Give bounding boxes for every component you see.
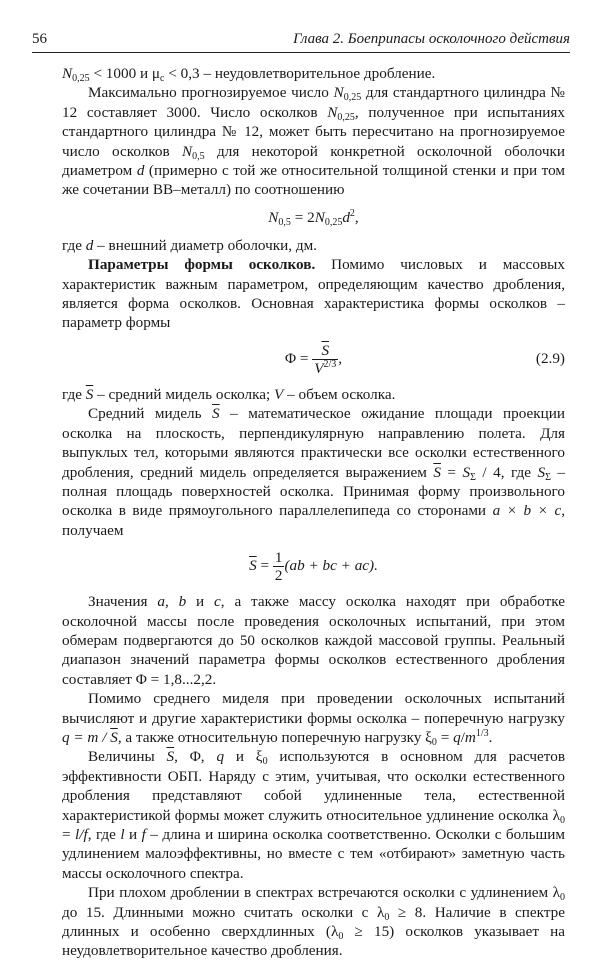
equation-number: (2.9) — [535, 349, 565, 367]
formula-s-mean: $\overline{S}$ = $\frac{1}{2}$ (ab + bc + ac). — [249, 549, 378, 585]
header-rule — [32, 52, 570, 53]
paragraph-d-def: где d – внешний диаметр оболочки, дм. — [62, 236, 317, 254]
paragraph-bad-fragmentation: При плохом дроблении в спектрах встречаются осколки с удлинением $\lambda_0$ до 15. Длинными можно считать осколки с $\lambda_0 \ge 8$. Наличие в спектре длинных и особенно сверхдлинных $(\lambda_0 \ge 15)$ осколков указывает на неудовлетворительное качество дробления. — [62, 884, 565, 960]
paragraph-midel: Средний мидель $\overline{S}$ – математическое ожидание площади проекции осколка на плоскость, перпендикулярную направлению полета. Для выпуклых тел, которыми являются практически все осколки естественного дробления, средний мидель определяется выражением $\overline{S} = S_\Sigma / 4$, где $S_\Sigma$ – полная площадь поверхностей осколка. Принимая форму произвольного осколка в виде прямоугольного параллелепипеда со сторонами a × b × c, получаем — [62, 405, 565, 539]
page-number: 56 — [32, 31, 47, 47]
formula-n05: $N_{0,5} = 2N_{0,25}d^2$, — [268, 207, 359, 228]
paragraph-forecast: Максимально прогнозируемое число $N_{0,25}$ для стандартного цилиндра № 12 составляет 3000. Число осколков $N_{0,25}$, полученное при испытаниях стандартного цилиндра № 12, может быть пересчитано на прогнозируемое число осколков $N_{0,5}$ для некоторой конкретной осколочной оболочки диаметром d (примерно с той же относительной толщиной стенки и при том же сочетании ВВ–металл) по соотношению — [62, 84, 566, 199]
page-header — [32, 30, 570, 52]
paragraph-elongation: Величины $\overline{S}$, Φ, q и $\xi_0$ используются в основном для расчетов эффективности ОБП. Наряду с этим, учитывая, что осколки естественного дробления представляют собой удлиненные тела, естественной характеристикой формы может служить относительное удлинение осколка $\lambda_0 = l/f$, где l и f – длина и ширина осколка соответственно. Осколки с большим удлинением малоэффективны, но вместе с тем «отбирают» заметную часть массы осколочного спектра. — [62, 748, 565, 882]
paragraph-s-def: где $\overline{S}$ – средний мидель осколка; V – объем осколка. — [62, 385, 396, 403]
page-body — [62, 64, 565, 961]
formula-2-9: Φ = $\frac{\overline{S}}{V^{2/3}}$ , (2.9) — [62, 336, 565, 382]
paragraph-shape-params: Параметры формы осколков. Помимо числовых и массовых характеристик важным параметром, определяющим качество дробления, является форма осколков. Основная характеристика формы осколков – параметр формы — [62, 256, 565, 332]
paragraph-load: Помимо среднего миделя при проведении осколочных испытаний вычисляют и другие характеристики формы осколка – поперечную нагрузку $q = m / \overline{S}$, а также относительную поперечную нагрузку $\xi_0 = q/m^{1/3}$. — [62, 690, 565, 748]
chapter-title: Глава 2. Боеприпасы осколочного действия — [293, 31, 570, 47]
paragraph-criteria: $N_{0,25} < 1000$ и $\mu_c < 0,3$ – неудовлетворительное дробление. — [62, 65, 436, 84]
paragraph-values: Значения a, b и c, а также массу осколка находят при обработке осколочной массы после проведения осколочных испытаний, при этом обмерам подвергаются до 50 осколков каждой массовой группы. Реальный диапазон значений параметра формы осколков естественного дробления составляет Φ = 1,8...2,2. — [62, 593, 565, 688]
